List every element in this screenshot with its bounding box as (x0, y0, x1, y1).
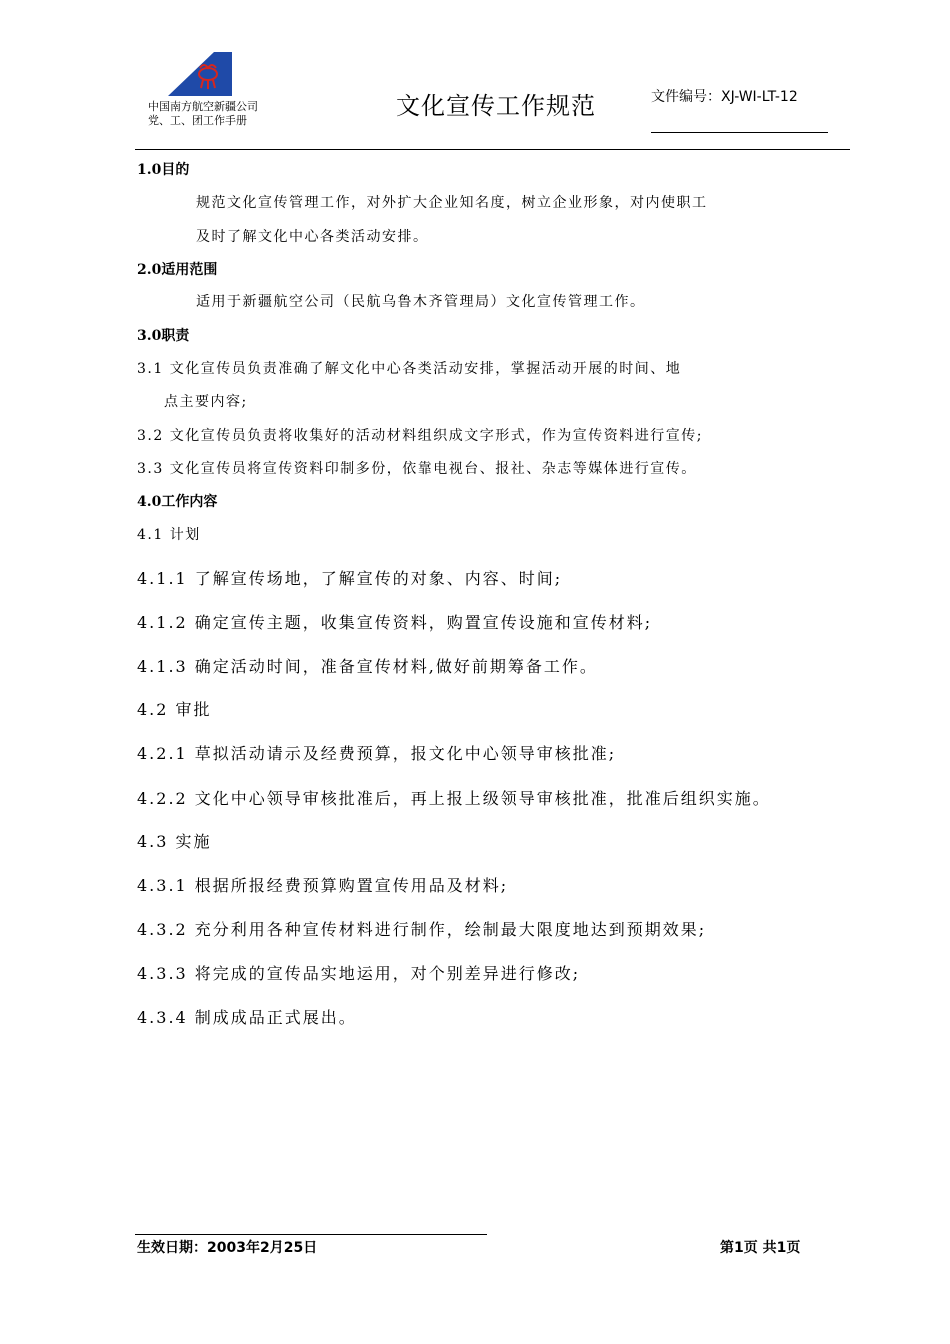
company-name (148, 100, 258, 128)
section-3-2: 3.2 文化宣传员负责将收集好的活动材料组织成文字形式，作为宣传资料进行宣传; (137, 428, 703, 444)
section-4-1-3: 4.1.3 确定活动时间，准备宣传材料,做好前期筹备工作。 (137, 657, 598, 676)
section-4-3-2: 4.3.2 充分利用各种宣传材料进行制作，绘制最大限度地达到预期效果; (137, 920, 707, 939)
section-4-2-2: 4.2.2 文化中心领导审核批准后，再上报上级领导审核批准，批准后组织实施。 (137, 789, 771, 808)
company-line-1: 中国南方航空新疆公司 (148, 100, 258, 113)
document-number: 文件编号：XJ-WI-LT-12 (651, 89, 798, 105)
section-2-heading: 2.0适用范围 (137, 262, 218, 278)
document-title: 文化宣传工作规范 (396, 92, 596, 120)
china-southern-logo-icon (168, 52, 232, 96)
effective-date: 生效日期：2003年2月25日 (137, 1240, 318, 1256)
section-2-line-1: 适用于新疆航空公司（民航乌鲁木齐管理局）文化宣传管理工作。 (196, 294, 646, 310)
section-3-3: 3.3 文化宣传员将宣传资料印制多份，依靠电视台、报社、杂志等媒体进行宣传。 (137, 461, 697, 477)
document-number-underline (651, 132, 828, 133)
section-4-1-2: 4.1.2 确定宣传主题，收集宣传资料，购置宣传设施和宣传材料; (137, 613, 653, 632)
section-4-3: 4.3 实施 (137, 832, 212, 851)
section-4-3-4: 4.3.4 制成成品正式展出。 (137, 1008, 357, 1027)
section-4-3-3: 4.3.3 将完成的宣传品实地运用，对个别差异进行修改; (137, 964, 581, 983)
section-3-1-line-1: 3.1 文化宣传员负责准确了解文化中心各类活动安排，掌握活动开展的时间、地 (137, 361, 682, 377)
section-1-line-2: 及时了解文化中心各类活动安排。 (196, 229, 429, 245)
section-3-heading: 3.0职责 (137, 328, 190, 344)
section-4-1: 4.1 计划 (137, 527, 201, 543)
company-line-2: 党、工、团工作手册 (148, 114, 247, 127)
section-4-3-1: 4.3.1 根据所报经费预算购置宣传用品及材料; (137, 876, 509, 895)
section-4-heading: 4.0工作内容 (137, 494, 218, 510)
header-divider (135, 149, 850, 150)
section-1-line-1: 规范文化宣传管理工作，对外扩大企业知名度，树立企业形象，对内使职工 (196, 195, 708, 211)
section-1-heading: 1.0目的 (137, 162, 190, 178)
footer-divider (135, 1234, 487, 1235)
page-info: 第1页 共1页 (720, 1240, 801, 1256)
section-4-2-1: 4.2.1 草拟活动请示及经费预算，报文化中心领导审核批准; (137, 744, 617, 763)
section-4-1-1: 4.1.1 了解宣传场地，了解宣传的对象、内容、时间; (137, 569, 563, 588)
section-3-1-line-2: 点主要内容; (164, 394, 248, 410)
section-4-2: 4.2 审批 (137, 700, 212, 719)
